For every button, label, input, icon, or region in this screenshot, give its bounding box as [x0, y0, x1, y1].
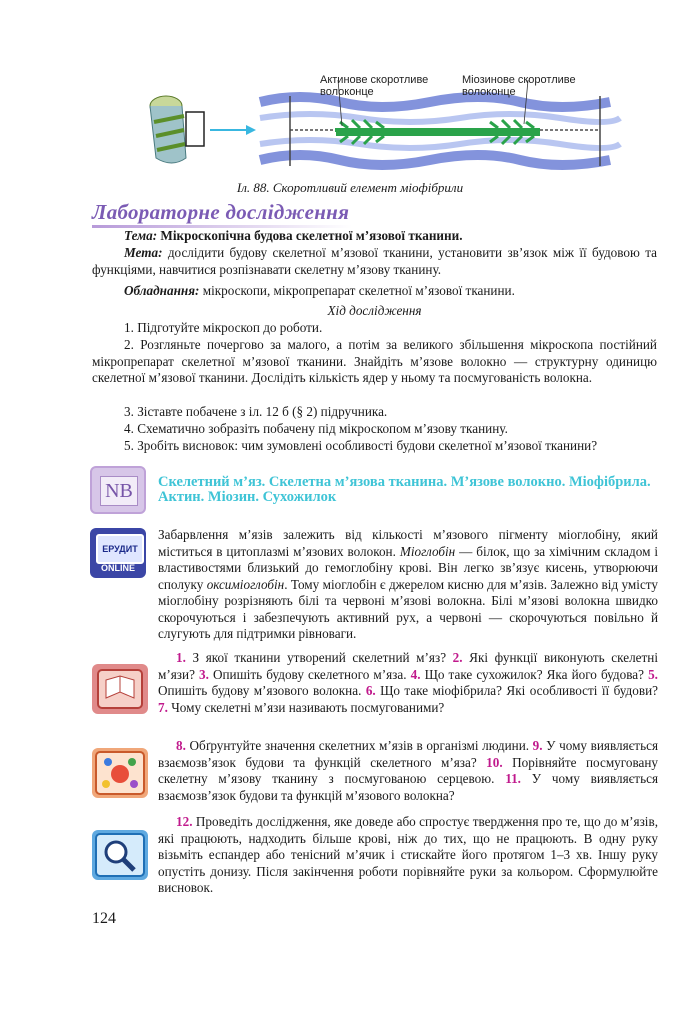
- research-magnifier-icon: [92, 830, 148, 880]
- procedure-title: Хід дослідження: [327, 303, 422, 318]
- muscle-fiber-cylinder: [150, 96, 204, 163]
- questions-analysis: 8. Обґрунтуйте значення скелетних м’язів в організмі людини. 9. У чому виявляється взаємозв’язок будови та функцій скелетного м’яза? 10. Порівняйте посмуговану скелетну м’язову тканину з посмугованою серцевою. 11. У чому виявляється взаємозв’язок будови та функцій м’язового волокна?: [158, 738, 659, 803]
- research-task: 12. Проведіть дослідження, яке доведе або спростує твердження про те, що до м’язів, які працюють, надходить більше крові, ніж до тих, що не працюють. В одну руку візьміть еспандер або тенісний м’ячик і стискайте його протягом 1–3 хв. Іншу руку опустіть донизу. Після закінчення роботи порівняйте руки за кольором. Сформулюйте висновок.: [158, 814, 658, 895]
- step-3: 3. Зіставте побачене з іл. 12 б (§ 2) підручника.: [124, 404, 388, 419]
- erudit-paragraph: Забарвлення м’язів залежить від кількості м’язового пігменту міоглобіну, який міститься в цитоплазмі м’язових волокон. Міоглобін — білок, що за хімічним складом і властивостями близький до гемоглобіну крові. Він легко зв’язує кисень, утворюючи сполуку оксиміоглобін. Тому міоглобін є джерелом кисню для м’язів. Залежно від умісту міоглобіну розрізняють білі та червоні м’язові волокна. Білі м’язові волокна швидко скорочуються і забезпечують активний рух, а червоні — скорочуються повільно й слугують для підтримки рівноваги.: [158, 527, 658, 641]
- figure-caption: Іл. 88. Скоротливий елемент міофібрили: [236, 180, 464, 195]
- key-terms: Скелетний м’яз. Скелетна м’язова тканина. М’язове волокно. Міофібрила. Актин. Міозин. Сухожилок: [158, 474, 651, 505]
- lab-goal: Мета: дослідити будову скелетної м’язової тканини, установити зв’язок між її будовою та функціями, навчитися розпізнавати скелетну м’язову тканину.: [92, 245, 657, 277]
- page-number: 124: [92, 910, 116, 927]
- nb-icon: [90, 466, 146, 514]
- lab-heading: Лабораторне дослідження: [92, 200, 350, 224]
- arrow: [210, 125, 256, 135]
- erudit-label: ЕРУДИТ: [96, 534, 144, 564]
- step-2: 2. Розгляньте почергово за малого, а потім за великого збільшення мікроскопа постійний мікропрепарат скелетної м’язової тканини. Знайдіть м’язове волокно — структурну одиницю скелетної м’язової тканини. Дослідіть кількість ядер у ньому та посмугованість волокна.: [92, 337, 657, 385]
- book-icon: [92, 664, 148, 714]
- actin-label: Актинове скоротливе волоконце: [320, 74, 429, 98]
- step-1: 1. Підготуйте мікроскоп до роботи.: [124, 320, 323, 335]
- nb-icon-label: NB: [100, 476, 138, 506]
- myosin-label: Міозинове скоротливе волоконце: [462, 74, 576, 98]
- erudit-online-icon: [90, 528, 146, 578]
- questions-basic: 1. З якої тканини утворений скелетний м’яз? 2. Які функції виконують скелетні м’язи? 3. Опишіть будову скелетного м’яза. 4. Що таке сухожилок? Яка його будова? 5. Опишіть будову м’язового волокна. 6. Що таке міофібрила? Які особливості її будови? 7. Чому скелетні м’язи називають посмугованими?: [158, 650, 658, 715]
- step-4: 4. Схематично зобразіть побачену під мікроскопом м’язову тканину.: [124, 421, 508, 436]
- brainstorm-icon: [92, 748, 148, 798]
- lab-topic: Тема: Мікроскопічна будова скелетної м’язової тканини.: [124, 228, 463, 243]
- step-5: 5. Зробіть висновок: чим зумовлені особливості будови скелетної м’язової тканини?: [124, 438, 598, 453]
- online-label: ONLINE: [100, 563, 135, 573]
- lab-equipment: Обладнання: мікроскопи, мікропрепарат скелетної м’язової тканини.: [124, 283, 515, 298]
